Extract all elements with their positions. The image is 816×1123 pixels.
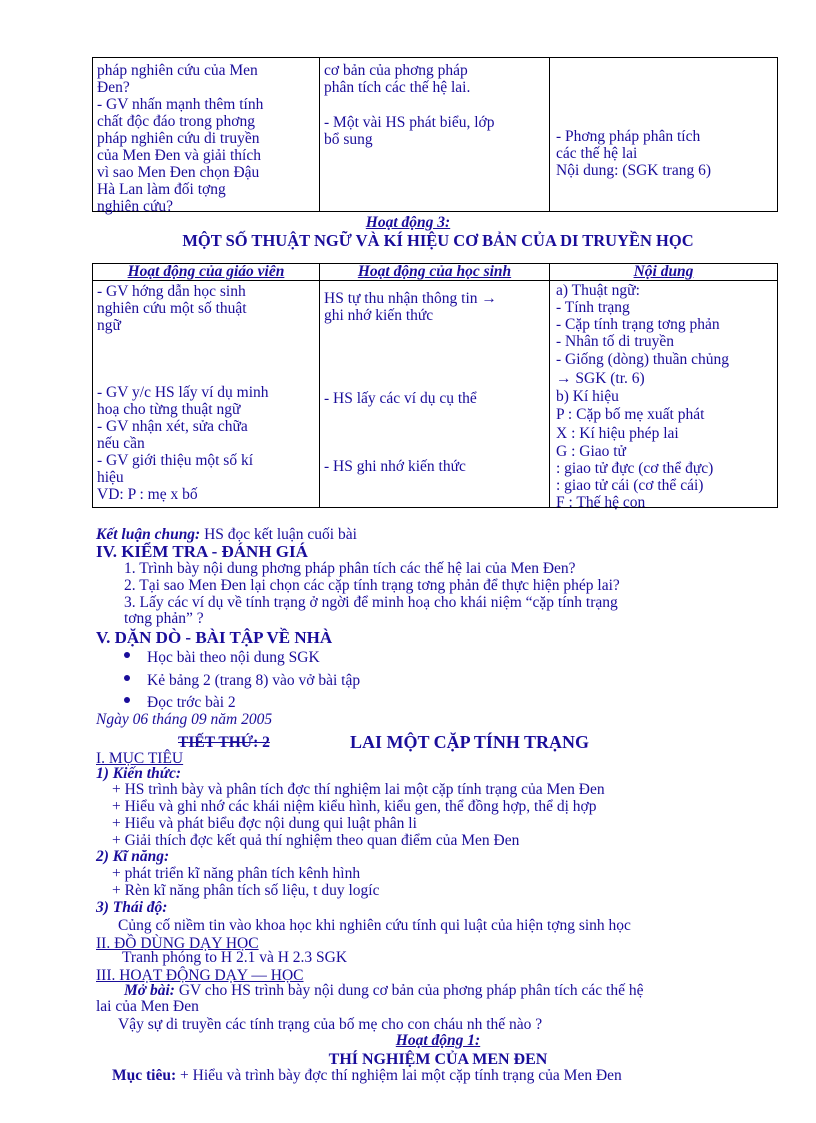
intro-text: GV cho HS trình bày nội dung cơ bản của phơng pháp phân tích các thế hệ [174,982,644,999]
text-line: → SGK (tr. 6) [556,370,645,387]
table-cell-content [550,281,778,511]
text-line: chất độc đáo trong phơng [97,113,255,130]
text-line: của Men Đen và giải thích [97,147,261,164]
text-line: - Cặp tính trạng tơng phản [556,316,720,333]
subsection-title: 2) Kĩ năng: [96,848,170,865]
text-line: phân tích các thế hệ lai. [324,79,471,96]
conclusion [96,526,357,543]
table-header: Nội dung [550,264,778,281]
table-header: Hoạt động của giáo viên [93,264,320,281]
list-item: + Hiểu và ghi nhớ các khái niệm kiểu hình, kiểu gen, thể đồng hợp, thể dị hợp [112,798,597,815]
paragraph: Vậy sự di truyền các tính trạng của bố mẹ cho con cháu nh thế nào ? [118,1016,543,1033]
text-line: - Giống (dòng) thuần chủng [556,351,730,368]
activity-title: THÍ NGHIỆM CỦA MEN ĐEN [328,1051,548,1068]
list-item: 3. Lấy các ví dụ về tính trạng ở ngời để minh hoạ cho khái niệm “cặp tính trạng [124,594,618,611]
text-line: : giao tử cái (cơ thể cái) [556,477,704,494]
text-line: - Tính trạng [556,299,630,316]
text-line: ngữ [97,317,121,334]
text-line: nghiên cứu một số thuật [97,300,247,317]
text-line: Đen? [97,79,130,96]
date: Ngày 06 tháng 09 năm 2005 [96,711,273,728]
text-line: b) Kí hiệu [556,388,619,405]
text-line: F : Thế hệ con [556,494,646,511]
bullet-icon [124,652,130,658]
table-cell-content [550,58,778,212]
text-line: Hà Lan làm đối tợng [97,181,226,198]
bullet-icon [124,697,130,703]
table-continuation [92,57,778,215]
table-cell-student [320,58,550,212]
text-line: - GV giới thiệu một số kí [97,452,254,469]
text-line: Nội dung: (SGK trang 6) [556,162,711,179]
text-line: HS tự thu nhận thông tin → [324,290,497,307]
text-line: : giao tử đực (cơ thể đực) [556,460,714,477]
list-item: + HS trình bày và phân tích đợc thí nghiệm lai một cặp tính trạng của Men Đen [112,781,605,798]
list-item: Học bài theo nội dung SGK [147,649,320,666]
intro [124,982,643,999]
text-line: hoạ cho từng thuật ngữ [97,401,241,418]
lesson-title: LAI MỘT CẶP TÍNH TRẠNG [350,732,590,752]
text-line: P : Cặp bố mẹ xuất phát [556,406,705,423]
text-line: - GV nhận xét, sửa chữa [97,418,248,435]
paragraph: Củng cố niềm tin vào khoa học khi nghiên cứu tính qui luật của hiện tợng sinh học [118,917,631,934]
table-cell-teacher [93,58,320,215]
text-line: cơ bản của phơng pháp [324,62,468,79]
subsection-title: 3) Thái độ: [96,899,168,916]
text-line: - Một vài HS phát biểu, lớp [324,114,495,131]
conclusion-text: HS đọc kết luận cuối bài [200,526,357,543]
list-item: + Giải thích đợc kết quả thí nghiệm theo quan điểm của Men Đen [112,832,520,849]
text-line: - GV nhấn mạnh thêm tính [97,96,264,113]
list-item: Đọc trớc bài 2 [147,694,236,711]
text-line: pháp nghiên cứu của Men [97,62,258,79]
text-line: - GV y/c HS lấy ví dụ minh [97,384,269,401]
text-line: - HS ghi nhớ kiến thức [324,458,466,475]
table-header: Hoạt động của học sinh [320,264,550,281]
text-line: X : Kí hiệu phép lai [556,425,679,442]
list-item: + Hiểu và phát biểu đợc nội dung qui luật phân li [112,815,417,832]
paragraph: Tranh phóng to H 2.1 và H 2.3 SGK [122,949,348,966]
section-title: II. ĐỒ DÙNG DẠY HỌC [96,935,259,952]
text-line: VD: P : mẹ x bố [97,486,198,503]
text-line: nếu cần [97,435,145,452]
text-line: - HS lấy các ví dụ cụ thể [324,390,477,407]
activity-table [92,263,778,511]
goal [112,1067,622,1084]
text-line: - Phơng pháp phân tích [556,128,701,145]
section-title: III. HOẠT ĐỘNG DẠY — HỌC [96,967,304,984]
list-item: Kẻ bảng 2 (trang 8) vào vở bài tập [147,672,361,689]
goal-label: Mục tiêu: [112,1067,177,1084]
section-title: I. MỤC TIÊU [96,750,184,767]
conclusion-label: Kết luận chung: [96,526,201,543]
list-item: 1. Trình bày nội dung phơng pháp phân tích các thế hệ lai của Men Đen? [124,560,576,577]
list-item: + phát triển kĩ năng phân tích kênh hình [112,865,361,882]
activity-title: MỘT SỐ THUẬT NGỮ VÀ KÍ HIỆU CƠ BẢN CỦA DI TRUYỀN HỌC [182,231,694,250]
text-line: vì sao Men Đen chọn Đậu [97,164,260,181]
section-title: IV. KIỂM TRA - ĐÁNH GIÁ [96,542,308,561]
text-line: ghi nhớ kiến thức [324,307,434,324]
text-line: nghiên cứu? [97,198,173,215]
text-line: pháp nghiên cứu di truyền [97,130,260,147]
text-line: - GV hớng dẫn học sinh [97,283,246,300]
text-line: a) Thuật ngữ: [556,282,640,299]
subsection-title: 1) Kiến thức: [96,765,182,782]
list-item: tơng phản” ? [124,610,204,627]
text-line: bổ sung [324,131,373,148]
text-line: các thế hệ lai [556,145,638,162]
list-item: 2. Tại sao Men Đen lại chọn các cặp tính trạng tơng phản để thực hiện phép lai? [124,577,620,594]
paragraph: lai của Men Đen [96,998,199,1015]
text-line: - Nhân tố di truyền [556,333,674,350]
text-line: hiệu [97,469,124,486]
list-item: + Rèn kĩ năng phân tích số liệu, t duy logíc [112,882,380,899]
lesson-label: TIẾT THỨ: 2 [178,734,270,751]
section-title: V. DẶN DÒ - BÀI TẬP VỀ NHÀ [96,628,333,647]
text-line: G : Giao tử [556,443,626,460]
intro-label: Mở bài: [124,982,175,999]
bullet-icon [124,675,130,681]
table-cell-teacher [93,281,320,508]
activity-label: Hoạt động 1: [395,1032,481,1049]
goal-text: + Hiểu và trình bày đợc thí nghiệm lai một cặp tính trạng của Men Đen [176,1067,622,1084]
activity-label: Hoạt động 3: [365,214,451,231]
table-cell-student [320,281,550,508]
